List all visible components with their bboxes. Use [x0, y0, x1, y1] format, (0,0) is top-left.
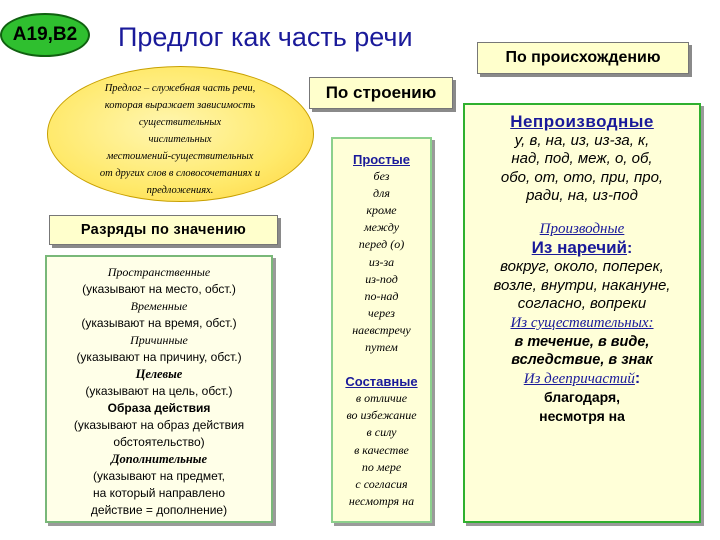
- definition-line: предложениях.: [146, 185, 214, 196]
- primary-item: ради, на, из-под: [526, 187, 638, 205]
- compound-item: несмотря на: [348, 493, 415, 508]
- structure-list: [333, 151, 430, 510]
- primary-item: обо, от, ото, при, про,: [500, 168, 664, 186]
- simple-item: перед (о): [358, 237, 405, 252]
- structure-header: По строению: [309, 77, 453, 109]
- meaning-note: (указывают на время, обст.): [81, 316, 237, 330]
- origin-header: По происхождению: [477, 42, 689, 74]
- compound-item: во избежание: [346, 408, 417, 423]
- simple-item: наевстречу: [352, 322, 411, 337]
- participles-heading-row: [466, 370, 698, 389]
- meaning-category: Целевые: [135, 367, 183, 381]
- origin-list: [466, 113, 698, 426]
- page-title: Предлог как часть речи: [118, 22, 413, 52]
- meaning-note: действие = дополнение): [90, 503, 228, 517]
- definition-line: существительных: [138, 117, 222, 128]
- definition-line: местоимений-существительных: [106, 151, 254, 162]
- compound-item: с согласия: [355, 476, 408, 491]
- simple-heading: Простые: [353, 152, 410, 167]
- simple-item: кроме: [366, 203, 397, 218]
- simple-item: из-под: [365, 271, 398, 286]
- spacer: [333, 356, 430, 373]
- meaning-list: [55, 264, 263, 519]
- meaning-header: Разряды по значению: [49, 215, 278, 245]
- adverb-item: возле, внутри, накануне,: [493, 276, 671, 294]
- compound-heading: Составные: [345, 374, 418, 390]
- meaning-note: (указывают на предмет,: [93, 469, 225, 483]
- badge-label: А19,В2: [12, 24, 78, 45]
- primary-item: у, в, на, из, из-за, к,: [514, 131, 650, 149]
- participles-heading: Из деепричастий: [523, 370, 635, 387]
- simple-item: через: [368, 305, 395, 320]
- participle-item: несмотря на: [539, 407, 625, 424]
- adverbs-colon: :: [626, 239, 633, 257]
- simple-item: путем: [365, 340, 398, 355]
- meaning-note: (указывают на цель, обст.): [85, 384, 233, 398]
- derived-heading: Производные: [539, 220, 625, 237]
- meaning-note: (указывают на причину, обст.): [76, 350, 242, 364]
- simple-item: по-над: [364, 288, 399, 303]
- meaning-note: (указывают на образ действия: [73, 418, 245, 432]
- task-badge: [0, 13, 90, 57]
- meaning-note: (указывают на место, обст.): [82, 282, 236, 296]
- definition-line: Предлог – служебная часть речи,: [104, 83, 256, 94]
- nouns-heading: Из существительных:: [510, 314, 654, 331]
- definition-line: от других слов в словосочетаниях и: [99, 168, 261, 179]
- noun-item: в течение, в виде,: [514, 333, 650, 350]
- definition-line: которая выражает зависимость: [104, 100, 256, 111]
- meaning-note: обстоятельство): [113, 435, 205, 449]
- participles-colon: :: [634, 369, 641, 387]
- adverbs-heading-row: [466, 239, 698, 259]
- compound-item: по мере: [361, 459, 402, 474]
- simple-item: из-за: [368, 254, 395, 269]
- primary-heading: Непроизводные: [510, 112, 654, 131]
- adverbs-heading: Из наречий: [531, 237, 627, 257]
- meaning-category: Образа действия: [107, 401, 211, 415]
- meaning-category: Дополнительные: [110, 452, 208, 466]
- spacer: [466, 206, 698, 220]
- definition-line: числительных: [148, 134, 212, 145]
- compound-item: в качестве: [354, 442, 409, 457]
- meaning-category: Причинные: [130, 333, 188, 347]
- compound-item: в отличие: [355, 391, 408, 406]
- noun-item: вследствие, в знак: [511, 352, 653, 369]
- meaning-category: Временные: [130, 299, 188, 313]
- compound-item: в силу: [366, 425, 397, 440]
- simple-item: без: [373, 169, 390, 184]
- meaning-category: Пространственные: [107, 265, 211, 279]
- simple-item: между: [363, 220, 400, 235]
- simple-item: для: [373, 186, 390, 201]
- meaning-note: на который направлено: [92, 486, 226, 500]
- adverb-item: согласно, вопреки: [517, 295, 647, 313]
- adverb-item: вокруг, около, поперек,: [500, 258, 664, 276]
- participle-item: благодаря,: [543, 389, 621, 406]
- definition-text: [64, 80, 296, 199]
- primary-item: над, под, меж, о, об,: [511, 150, 653, 168]
